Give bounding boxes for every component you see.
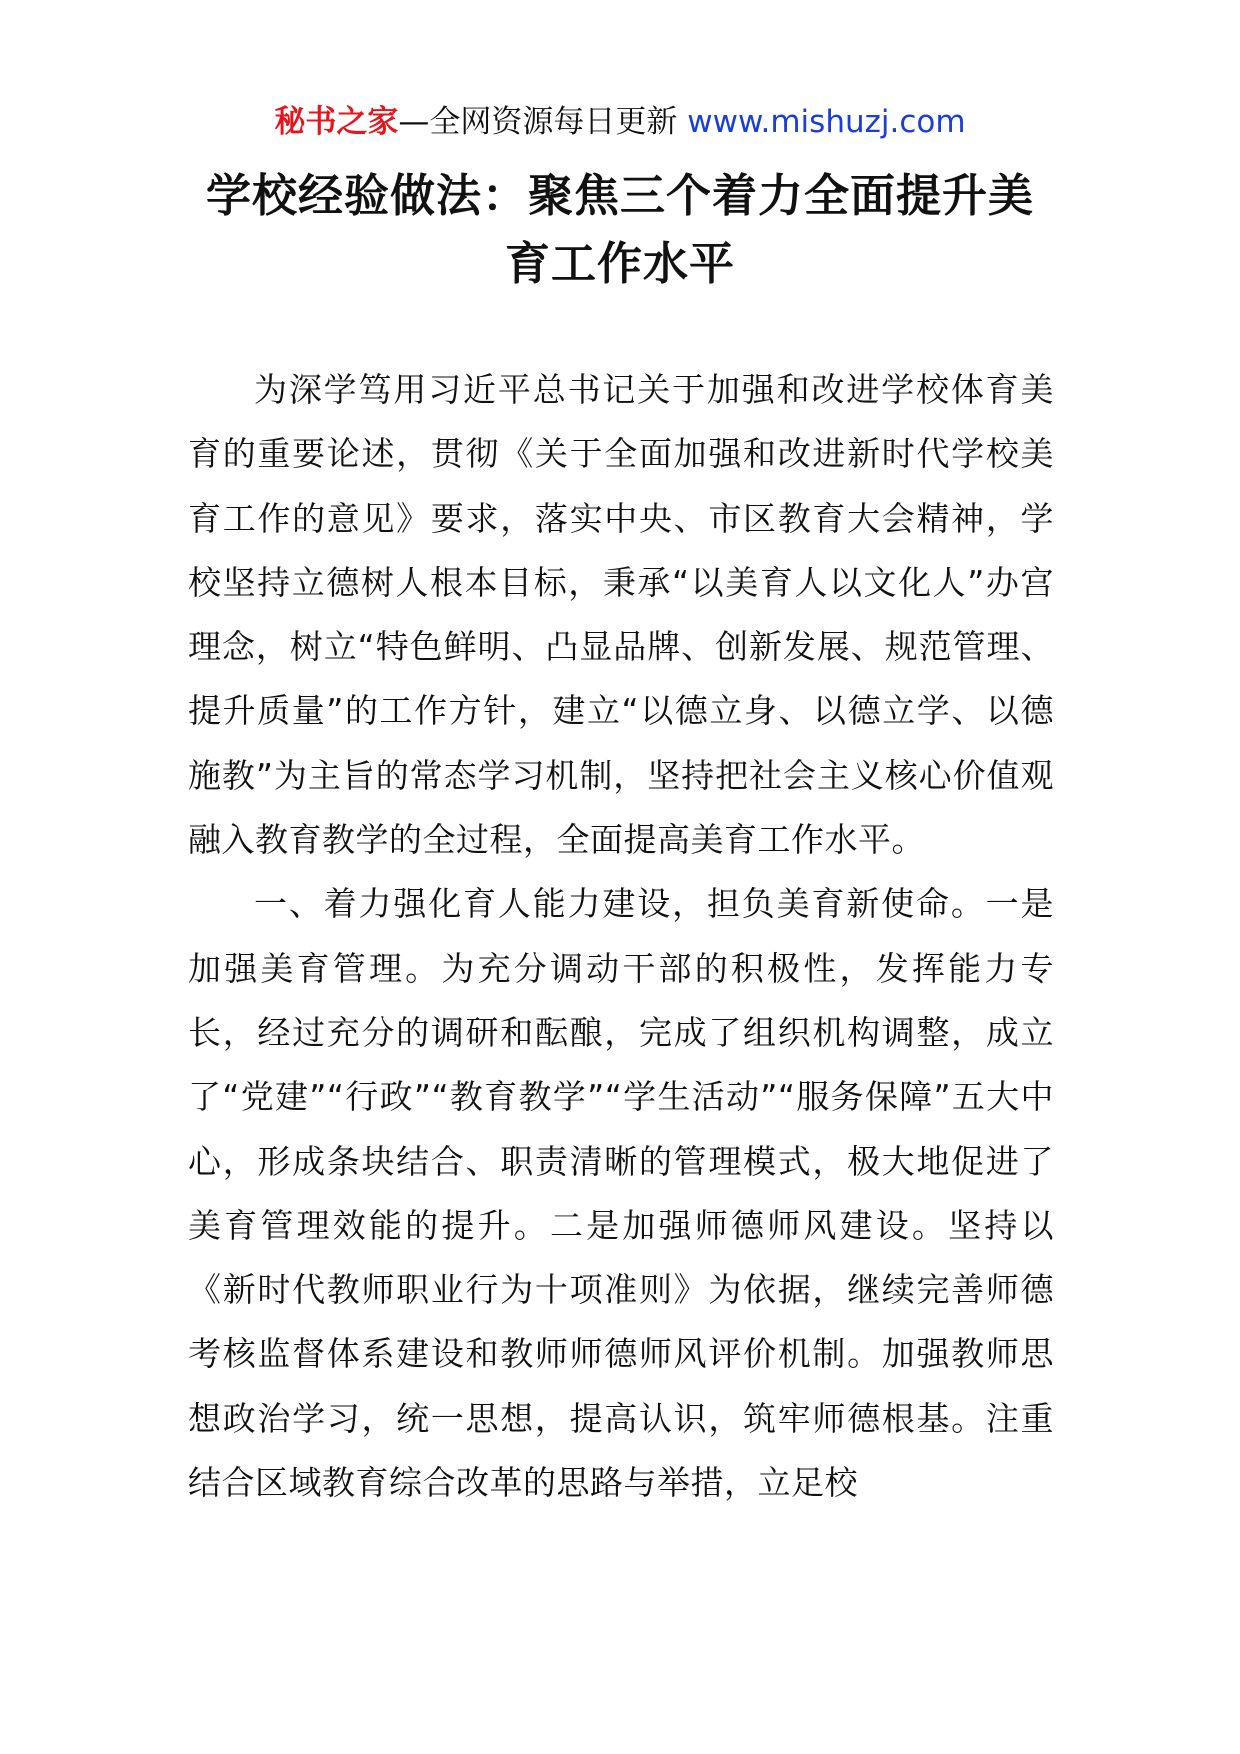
brand-name: 秘书之家 bbox=[274, 104, 399, 140]
document-body bbox=[188, 358, 1054, 1515]
document-title: 学校经验做法：聚焦三个着力全面提升美育工作水平 bbox=[205, 169, 1034, 290]
site-header bbox=[0, 100, 1240, 144]
site-url-link[interactable]: www.mishuzj.com bbox=[687, 104, 966, 140]
paragraph-intro: 为深学笃用习近平总书记关于加强和改进学校体育美育的重要论述，贯彻《关于全面加强和改进新时代学校美育工作的意见》要求，落实中央、市区教育大会精神，学校坚持立德树人根本目标，秉承“以美育人以文化人”办宫理念，树立“特色鲜明、凸显品牌、创新发展、规范管理、提升质量”的工作方针，建立“以德立身、以德立学、以德施教”为主旨的常态学习机制，坚持把社会主义核心价值观融入教育教学的全过程，全面提高美育工作水平。 bbox=[188, 370, 1054, 860]
paragraph-section-1: 一、着力强化育人能力建设，担负美育新使命。一是加强美育管理。为充分调动干部的积极性，发挥能力专长，经过充分的调研和酝酿，完成了组织机构调整，成立了“党建”“行政”“教育教学”“学生活动”“服务保障”五大中心，形成条块结合、职责清晰的管理模式，极大地促进了美育管理效能的提升。二是加强师德师风建设。坚持以《新时代教师职业行为十项准则》为依据，继续完善师德考核监督体系建设和教师师德师风评价机制。加强教师思想政治学习，统一思想，提高认识，筑牢师德根基。注重结合区域教育综合改革的思路与举措，立足校 bbox=[188, 884, 1054, 1503]
header-tagline: —全网资源每日更新 bbox=[398, 104, 688, 140]
